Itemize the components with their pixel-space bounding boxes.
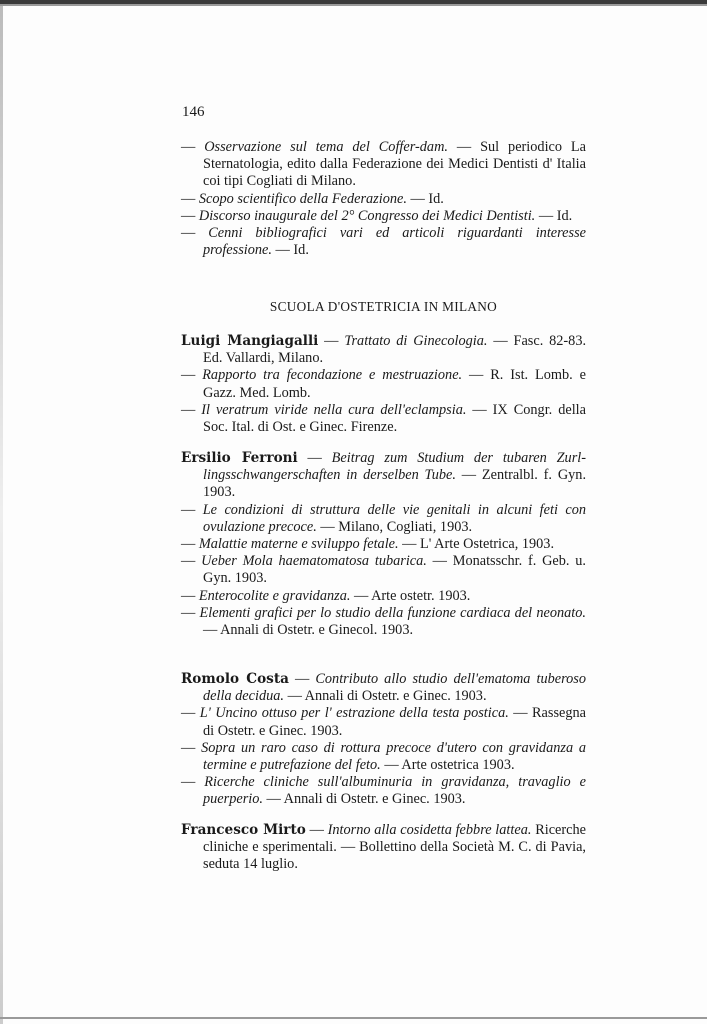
bib-entry: — Rapporto tra fecondazione e mestruazione. — R. Ist. Lomb. e Gazz. Med. Lomb. (181, 367, 586, 401)
bib-entry: — Ricerche cliniche sull'albuminuria in gravidanza, travaglio e puerperio. — Annali di Ostetr. e Ginec. 1903. (181, 774, 586, 808)
author-name: Francesco Mirto (181, 822, 306, 838)
scan-left-edge (0, 0, 3, 1024)
bib-entry: — Enterocolite e gravidanza. — Arte ostetr. 1903. (181, 587, 471, 604)
section-heading: SCUOLA D'OSTETRICIA IN MILANO (269, 299, 498, 314)
bib-entry: Francesco Mirto — Intorno alla cosidetta febbre lattea. Ricerche cliniche e sperimentali. — Bollettino della Società M. C. di Pavia, seduta 14 luglio. (181, 822, 587, 873)
bib-entry: Ersilio Ferroni — Beitrag zum Studium der tubaren Zurllingsschwangerschaften in derselben Tube. — Zentralbl. f. Gyn. 1903. (181, 450, 587, 501)
author-name: Ersilio Ferroni (181, 450, 298, 466)
bib-entry: — Cenni bibliografici vari ed articoli riguardanti interesse professione. — Id. (181, 225, 586, 259)
bib-entry: — Sopra un raro caso di rottura precoce d'utero con gravidanza a termine e putrefazione del feto. — Arte ostetrica 1903. (181, 739, 586, 774)
author-block-costa (181, 671, 586, 809)
author-block-mirto (181, 822, 586, 874)
bib-entry: — Elementi grafici per lo studio della funzione cardiaca del neonato. — Annali di Ostetr. e Ginecol. 1903. (181, 604, 587, 639)
bib-entry: — Scopo scientifico della Federazione. — Id. (181, 190, 444, 207)
scan-top-border-shadow (0, 4, 707, 6)
bib-entry: Luigi Mangiagalli — Trattato di Ginecologia. — Fasc. 82-83. Ed. Vallardi, Milano. (181, 333, 587, 367)
bib-entry: — Le condizioni di struttura delle vie genitali in alcuni feti con ovulazione precoce. — Milano, Cogliati, 1903. (181, 501, 586, 535)
bib-entry: — Ueber Mola haematomatosa tubarica. — Monatsschr. f. Geb. u. Gyn. 1903. (181, 553, 586, 587)
scan-bottom-border (0, 1017, 707, 1019)
page-number: 146 (182, 104, 205, 120)
bib-entry: — L' Uncino ottuso per l' estrazione della testa postica. — Rassegna di Ostetr. e Ginec. 1903. (181, 705, 587, 739)
bib-entry: Romolo Costa — Contributo allo studio dell'ematoma tuberoso della decidua. — Annali di Ostetr. e Ginec. 1903. (181, 671, 587, 705)
bib-entry: — Osservazione sul tema del Coffer-dam. — Sul periodico La Sternatologia, edito dalla Federazione dei Medici Dentisti d' Italia coi tipi Cogliati di Milano. (181, 139, 587, 190)
author-name: Romolo Costa (181, 671, 289, 687)
author-block-ferroni (181, 450, 586, 639)
bib-entry: — Discorso inaugurale del 2° Congresso dei Medici Dentisti. — Id. (181, 207, 573, 224)
author-name: Luigi Mangiagalli (181, 333, 319, 349)
bib-entry: — Il veratrum viride nella cura dell'eclampsia. — IX Congr. della Soc. Ital. di Ost. e Ginec. Firenze. (181, 401, 586, 436)
intro-entries (181, 139, 586, 259)
bib-entry: — Malattie materne e sviluppo fetale. — L' Arte Ostetrica, 1903. (181, 536, 555, 553)
author-block-mangiagalli (181, 333, 586, 436)
